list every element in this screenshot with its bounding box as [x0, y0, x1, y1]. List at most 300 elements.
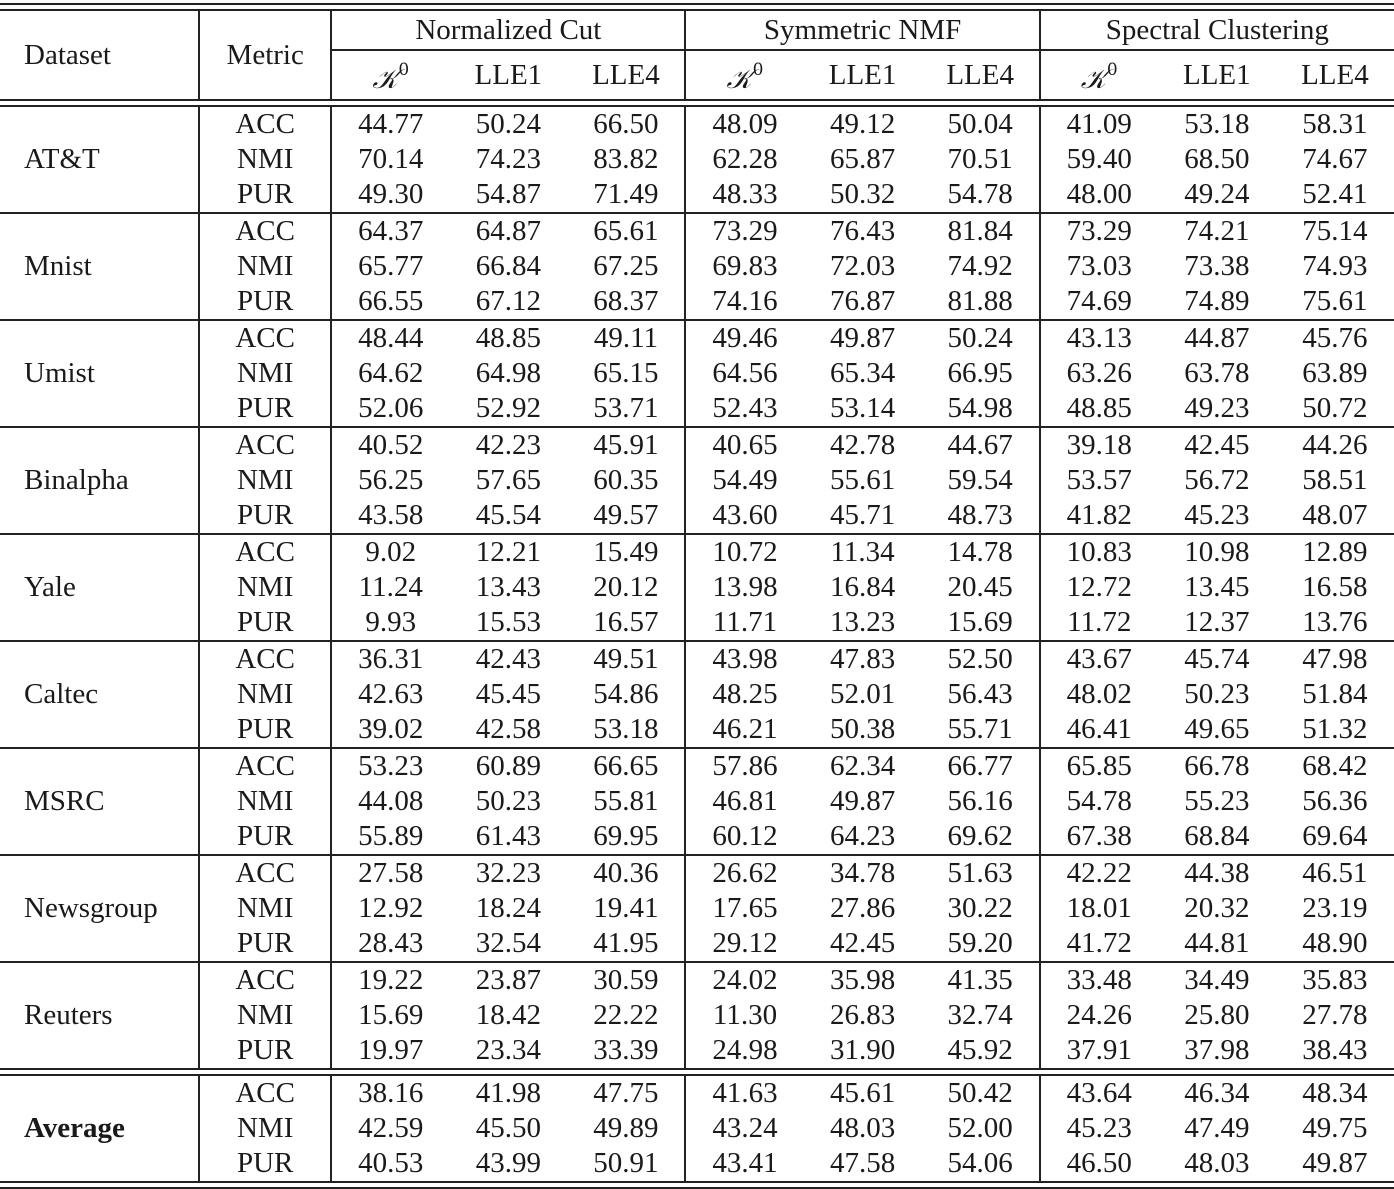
value-cell: 74.21 [1158, 213, 1276, 249]
value-cell: 42.22 [1040, 855, 1158, 891]
value-cell: 52.06 [358, 392, 424, 424]
value-cell: 76.43 [804, 213, 922, 249]
value-cell: 54.78 [1066, 785, 1132, 817]
value-cell: 52.01 [829, 678, 896, 710]
value-cell: 67.25 [567, 249, 685, 284]
value-cell: 49.87 [1302, 1147, 1368, 1179]
value-cell: 67.12 [475, 285, 541, 317]
header-row-groups [0, 10, 1394, 50]
value-cell: 68.42 [1276, 748, 1394, 784]
value-cell: 48.03 [1184, 1147, 1250, 1179]
header-group-symmetric-nmf: Symmetric NMF [685, 10, 1039, 50]
value-cell: 50.23 [475, 785, 541, 817]
value-cell: 49.30 [358, 178, 424, 210]
value-cell: 61.43 [475, 820, 541, 852]
value-cell: 36.31 [331, 641, 449, 677]
value-cell: 11.24 [358, 571, 423, 603]
table-row [0, 641, 1394, 677]
value-cell: 9.93 [365, 606, 417, 638]
value-cell: 42.45 [829, 927, 896, 959]
dataset-name: Umist [0, 320, 199, 427]
table-row [0, 570, 1394, 605]
table-row [0, 1146, 1394, 1182]
table-row [0, 712, 1394, 748]
value-cell: 15.69 [922, 605, 1040, 641]
value-cell: 12.92 [358, 892, 424, 924]
table-body [0, 106, 1394, 1188]
value-cell: 74.16 [712, 285, 778, 317]
table-row [0, 142, 1394, 177]
value-cell: 56.43 [922, 677, 1040, 712]
value-cell: 13.43 [475, 571, 541, 603]
value-cell: 31.90 [829, 1034, 896, 1066]
value-cell: 68.37 [567, 284, 685, 320]
value-cell: 54.98 [922, 391, 1040, 427]
value-cell: 11.71 [712, 606, 778, 638]
value-cell: 47.49 [1184, 1112, 1250, 1144]
value-cell: 38.16 [358, 1077, 424, 1109]
value-cell: 11.72 [1067, 606, 1132, 638]
value-cell: 63.89 [1302, 357, 1368, 389]
value-cell: 28.43 [358, 927, 424, 959]
value-cell: 35.98 [804, 962, 922, 998]
dataset-name: Newsgroup [0, 855, 199, 962]
table-row [0, 748, 1394, 784]
metric-label: ACC [199, 641, 331, 677]
metric-label: NMI [199, 891, 331, 926]
value-cell: 48.34 [1302, 1077, 1368, 1109]
value-cell: 54.78 [922, 177, 1040, 213]
value-cell: 52.41 [1302, 178, 1368, 210]
value-cell: 49.89 [567, 1111, 685, 1146]
value-cell: 30.22 [922, 891, 1040, 926]
value-cell: 76.87 [829, 285, 896, 317]
value-cell: 53.18 [567, 712, 685, 748]
table-row [0, 534, 1394, 570]
table-row [0, 463, 1394, 498]
value-cell: 55.81 [567, 784, 685, 819]
value-cell: 64.23 [829, 820, 896, 852]
value-cell: 53.23 [331, 748, 449, 784]
value-cell: 41.72 [1066, 927, 1132, 959]
value-cell: 10.72 [685, 534, 803, 570]
value-cell: 43.98 [685, 641, 803, 677]
value-cell: 65.77 [358, 250, 424, 282]
metric-label: ACC [199, 320, 331, 356]
dataset-name: AT&T [0, 106, 199, 213]
table-header [0, 4, 1394, 106]
metric-label: NMI [199, 1111, 331, 1146]
metric-label: PUR [199, 605, 331, 641]
value-cell: 54.87 [475, 178, 541, 210]
value-cell: 15.69 [358, 999, 424, 1031]
value-cell: 42.78 [804, 427, 922, 463]
header-group-normalized-cut: Normalized Cut [331, 10, 685, 50]
value-cell: 40.36 [567, 855, 685, 891]
table-row [0, 1075, 1394, 1111]
header-lle4: LLE4 [922, 50, 1040, 100]
value-cell: 54.06 [922, 1146, 1040, 1182]
table-row [0, 784, 1394, 819]
value-cell: 42.43 [449, 641, 567, 677]
table-row [0, 320, 1394, 356]
value-cell: 74.69 [1066, 285, 1132, 317]
value-cell: 48.44 [331, 320, 449, 356]
value-cell: 44.77 [358, 108, 424, 140]
metric-label: PUR [199, 712, 331, 748]
value-cell: 12.21 [449, 534, 567, 570]
metric-label: PUR [199, 177, 331, 213]
value-cell: 66.50 [567, 106, 685, 142]
value-cell: 48.33 [712, 178, 778, 210]
value-cell: 55.71 [922, 712, 1040, 748]
value-cell: 55.89 [358, 820, 424, 852]
value-cell: 56.16 [922, 784, 1040, 819]
header-dataset: Dataset [0, 10, 199, 100]
value-cell: 67.38 [1066, 820, 1132, 852]
value-cell: 45.45 [475, 678, 541, 710]
table-row [0, 891, 1394, 926]
metric-label: NMI [199, 784, 331, 819]
header-metric: Metric [199, 10, 331, 100]
metric-label: PUR [199, 1033, 331, 1069]
value-cell: 20.45 [922, 570, 1040, 605]
value-cell: 43.41 [712, 1147, 778, 1179]
value-cell: 55.61 [829, 464, 896, 496]
value-cell: 50.91 [567, 1146, 685, 1182]
metric-label: PUR [199, 1146, 331, 1182]
value-cell: 49.12 [829, 108, 896, 140]
value-cell: 55.23 [1184, 785, 1250, 817]
value-cell: 69.64 [1302, 820, 1368, 852]
value-cell: 48.85 [1066, 392, 1132, 424]
value-cell: 63.26 [1066, 357, 1132, 389]
value-cell: 60.35 [567, 463, 685, 498]
value-cell: 41.95 [567, 926, 685, 962]
value-cell: 44.67 [922, 427, 1040, 463]
table-row [0, 926, 1394, 962]
value-cell: 14.78 [922, 534, 1040, 570]
value-cell: 15.49 [567, 534, 685, 570]
value-cell: 66.95 [922, 356, 1040, 391]
value-cell: 64.37 [331, 213, 449, 249]
value-cell: 45.23 [1184, 499, 1250, 531]
metric-label: ACC [199, 855, 331, 891]
value-cell: 19.97 [358, 1034, 424, 1066]
metric-label: NMI [199, 677, 331, 712]
metric-label: ACC [199, 427, 331, 463]
metric-label: ACC [199, 213, 331, 249]
value-cell: 45.76 [1276, 320, 1394, 356]
value-cell: 50.42 [922, 1075, 1040, 1111]
metric-label: PUR [199, 284, 331, 320]
value-cell: 65.34 [829, 357, 896, 389]
value-cell: 42.45 [1158, 427, 1276, 463]
value-cell: 18.24 [475, 892, 541, 924]
value-cell: 48.90 [1302, 927, 1368, 959]
value-cell: 43.64 [1066, 1077, 1132, 1109]
metric-label: NMI [199, 356, 331, 391]
value-cell: 49.57 [567, 498, 685, 534]
value-cell: 44.87 [1158, 320, 1276, 356]
table-row [0, 855, 1394, 891]
value-cell: 65.85 [1040, 748, 1158, 784]
dataset-name: Mnist [0, 213, 199, 320]
value-cell: 37.91 [1066, 1034, 1132, 1066]
value-cell: 43.67 [1040, 641, 1158, 677]
header-kappa0: 𝒦$^0$ [331, 50, 449, 100]
value-cell: 58.51 [1302, 464, 1368, 496]
value-cell: 60.12 [712, 820, 778, 852]
value-cell: 41.35 [922, 962, 1040, 998]
value-cell: 26.62 [685, 855, 803, 891]
value-cell: 23.19 [1302, 892, 1368, 924]
value-cell: 74.93 [1302, 250, 1368, 282]
header-kappa0: 𝒦$^0$ [1040, 50, 1158, 100]
value-cell: 70.14 [358, 143, 424, 175]
value-cell: 48.73 [922, 498, 1040, 534]
value-cell: 45.50 [475, 1112, 541, 1144]
value-cell: 48.85 [449, 320, 567, 356]
header-lle1: LLE1 [1158, 50, 1276, 100]
value-cell: 49.87 [804, 320, 922, 356]
value-cell: 13.23 [829, 606, 896, 638]
value-cell: 81.84 [922, 213, 1040, 249]
value-cell: 52.43 [712, 392, 778, 424]
value-cell: 52.50 [922, 641, 1040, 677]
value-cell: 23.34 [475, 1034, 541, 1066]
value-cell: 52.00 [922, 1111, 1040, 1146]
value-cell: 62.34 [804, 748, 922, 784]
value-cell: 53.14 [829, 392, 896, 424]
value-cell: 48.03 [829, 1112, 896, 1144]
table-row [0, 106, 1394, 142]
dataset-name: Binalpha [0, 427, 199, 534]
value-cell: 27.86 [829, 892, 896, 924]
metric-label: ACC [199, 106, 331, 142]
value-cell: 42.63 [358, 678, 424, 710]
value-cell: 46.50 [1066, 1147, 1132, 1179]
metric-label: PUR [199, 819, 331, 855]
value-cell: 49.87 [829, 785, 896, 817]
value-cell: 10.98 [1158, 534, 1276, 570]
header-lle4: LLE4 [1276, 50, 1394, 100]
header-kappa0: 𝒦$^0$ [685, 50, 803, 100]
value-cell: 18.42 [475, 999, 541, 1031]
value-cell: 74.67 [1302, 143, 1368, 175]
metric-label: NMI [199, 142, 331, 177]
value-cell: 74.89 [1184, 285, 1250, 317]
value-cell: 43.13 [1040, 320, 1158, 356]
value-cell: 81.88 [922, 284, 1040, 320]
table-row [0, 1111, 1394, 1146]
value-cell: 24.98 [712, 1034, 778, 1066]
value-cell: 49.24 [1184, 178, 1250, 210]
value-cell: 40.53 [358, 1147, 424, 1179]
metric-label: NMI [199, 998, 331, 1033]
value-cell: 46.21 [712, 713, 778, 745]
value-cell: 32.54 [475, 927, 541, 959]
value-cell: 43.99 [475, 1147, 541, 1179]
value-cell: 15.53 [475, 606, 541, 638]
value-cell: 44.26 [1276, 427, 1394, 463]
value-cell: 47.83 [804, 641, 922, 677]
value-cell: 83.82 [567, 142, 685, 177]
value-cell: 57.65 [475, 464, 541, 496]
value-cell: 11.34 [804, 534, 922, 570]
table-row [0, 177, 1394, 213]
value-cell: 66.84 [475, 250, 541, 282]
value-cell: 71.49 [567, 177, 685, 213]
value-cell: 74.92 [922, 249, 1040, 284]
value-cell: 39.02 [358, 713, 424, 745]
value-cell: 64.87 [449, 213, 567, 249]
value-cell: 42.58 [475, 713, 541, 745]
value-cell: 45.23 [1066, 1112, 1132, 1144]
value-cell: 62.28 [712, 143, 778, 175]
value-cell: 40.65 [685, 427, 803, 463]
value-cell: 32.23 [449, 855, 567, 891]
value-cell: 11.30 [712, 999, 778, 1031]
table-row [0, 284, 1394, 320]
metric-label: ACC [199, 962, 331, 998]
value-cell: 47.75 [567, 1075, 685, 1111]
value-cell: 70.51 [922, 142, 1040, 177]
value-cell: 66.77 [922, 748, 1040, 784]
value-cell: 66.65 [567, 748, 685, 784]
value-cell: 12.89 [1276, 534, 1394, 570]
value-cell: 45.74 [1158, 641, 1276, 677]
value-cell: 53.71 [567, 391, 685, 427]
value-cell: 73.29 [685, 213, 803, 249]
value-cell: 33.39 [567, 1033, 685, 1069]
table-row [0, 962, 1394, 998]
value-cell: 49.65 [1184, 713, 1250, 745]
value-cell: 65.61 [567, 213, 685, 249]
value-cell: 19.41 [567, 891, 685, 926]
value-cell: 59.20 [922, 926, 1040, 962]
value-cell: 49.75 [1302, 1112, 1368, 1144]
value-cell: 54.49 [712, 464, 778, 496]
value-cell: 52.92 [475, 392, 541, 424]
value-cell: 48.02 [1066, 678, 1132, 710]
value-cell: 12.72 [1066, 571, 1132, 603]
value-cell: 50.72 [1302, 392, 1368, 424]
value-cell: 56.72 [1184, 464, 1250, 496]
value-cell: 68.84 [1184, 820, 1250, 852]
value-cell: 25.80 [1184, 999, 1250, 1031]
value-cell: 50.38 [829, 713, 896, 745]
dataset-name: Yale [0, 534, 199, 641]
value-cell: 48.25 [712, 678, 778, 710]
value-cell: 50.24 [475, 108, 541, 140]
value-cell: 48.00 [1066, 178, 1132, 210]
value-cell: 20.12 [567, 570, 685, 605]
value-cell: 41.09 [1066, 108, 1132, 140]
metric-label: NMI [199, 463, 331, 498]
value-cell: 16.58 [1302, 571, 1368, 603]
value-cell: 17.65 [712, 892, 778, 924]
value-cell: 47.98 [1276, 641, 1394, 677]
value-cell: 41.82 [1066, 499, 1132, 531]
table-row [0, 605, 1394, 641]
dataset-name: MSRC [0, 748, 199, 855]
value-cell: 13.76 [1302, 606, 1368, 638]
value-cell: 45.91 [567, 427, 685, 463]
table-row [0, 427, 1394, 463]
value-cell: 49.23 [1184, 392, 1250, 424]
value-cell: 51.32 [1302, 713, 1368, 745]
metric-label: NMI [199, 249, 331, 284]
table-row [0, 998, 1394, 1033]
value-cell: 46.34 [1184, 1077, 1250, 1109]
value-cell: 50.32 [829, 178, 896, 210]
value-cell: 34.49 [1158, 962, 1276, 998]
metric-label: ACC [199, 1075, 331, 1111]
value-cell: 59.40 [1066, 143, 1132, 175]
table-row [0, 213, 1394, 249]
dataset-name: Caltec [0, 641, 199, 748]
table-row [0, 249, 1394, 284]
value-cell: 33.48 [1040, 962, 1158, 998]
average-label: Average [0, 1075, 199, 1182]
value-cell: 47.58 [829, 1147, 896, 1179]
value-cell: 26.83 [829, 999, 896, 1031]
value-cell: 46.41 [1066, 713, 1132, 745]
value-cell: 44.38 [1158, 855, 1276, 891]
metric-label: NMI [199, 570, 331, 605]
value-cell: 73.38 [1184, 250, 1250, 282]
value-cell: 60.89 [449, 748, 567, 784]
header-lle1: LLE1 [804, 50, 922, 100]
value-cell: 24.26 [1066, 999, 1132, 1031]
value-cell: 37.98 [1184, 1034, 1250, 1066]
value-cell: 13.45 [1184, 571, 1250, 603]
value-cell: 46.51 [1276, 855, 1394, 891]
value-cell: 66.55 [358, 285, 424, 317]
value-cell: 23.87 [449, 962, 567, 998]
value-cell: 35.83 [1276, 962, 1394, 998]
value-cell: 64.98 [475, 357, 541, 389]
value-cell: 44.81 [1184, 927, 1250, 959]
value-cell: 64.56 [712, 357, 778, 389]
value-cell: 56.25 [358, 464, 424, 496]
value-cell: 45.92 [922, 1033, 1040, 1069]
table-row [0, 819, 1394, 855]
value-cell: 69.95 [567, 819, 685, 855]
table-row [0, 498, 1394, 534]
value-cell: 32.74 [922, 998, 1040, 1033]
value-cell: 27.78 [1302, 999, 1368, 1031]
value-cell: 65.15 [567, 356, 685, 391]
value-cell: 42.59 [358, 1112, 424, 1144]
value-cell: 39.18 [1040, 427, 1158, 463]
value-cell: 10.83 [1040, 534, 1158, 570]
value-cell: 69.83 [712, 250, 778, 282]
value-cell: 43.24 [712, 1112, 778, 1144]
value-cell: 50.23 [1184, 678, 1250, 710]
header-group-spectral-clustering: Spectral Clustering [1105, 14, 1329, 46]
value-cell: 19.22 [331, 962, 449, 998]
value-cell: 49.46 [685, 320, 803, 356]
value-cell: 72.03 [829, 250, 896, 282]
value-cell: 68.50 [1184, 143, 1250, 175]
value-cell: 48.07 [1302, 499, 1368, 531]
value-cell: 12.37 [1184, 606, 1250, 638]
table-row [0, 1033, 1394, 1069]
value-cell: 20.32 [1184, 892, 1250, 924]
value-cell: 56.36 [1302, 785, 1368, 817]
